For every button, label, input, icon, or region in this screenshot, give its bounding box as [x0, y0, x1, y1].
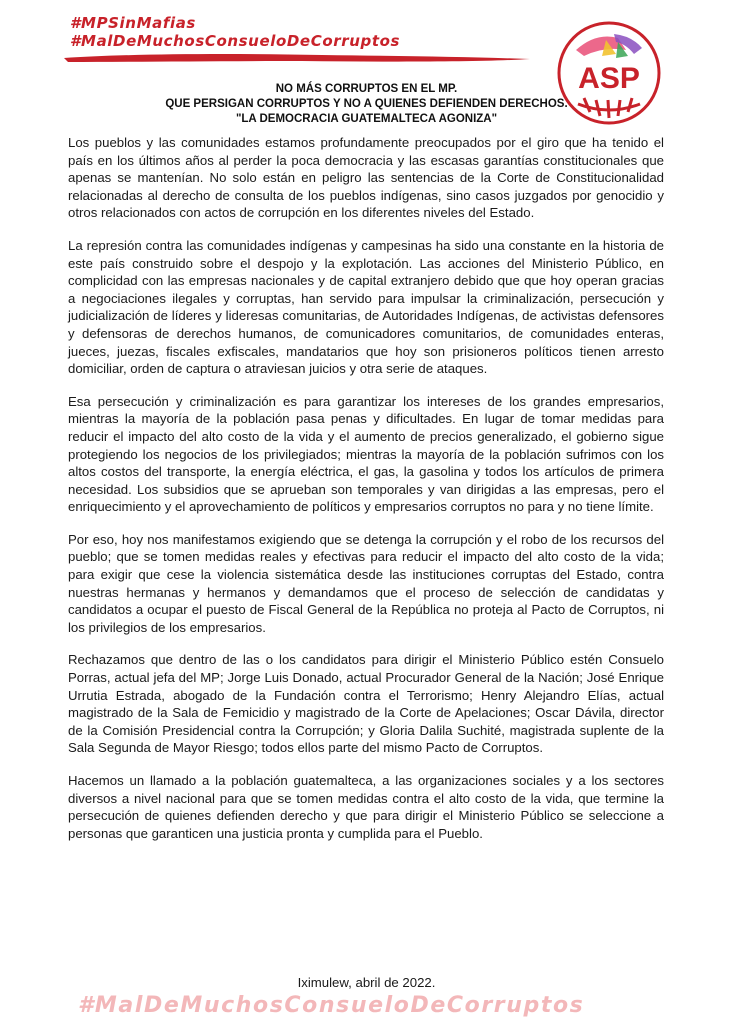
footer-hashtag: #MalDeMuchosConsueloDeCorruptos: [78, 993, 585, 1018]
heading-line-3: "LA DEMOCRACIA GUATEMALTECA AGONIZA": [235, 113, 498, 125]
hashtag-mal-de-muchos: #MalDeMuchosConsueloDeCorruptos: [70, 32, 401, 50]
document-body: [68, 134, 664, 857]
document-heading: [70, 82, 663, 127]
paragraph-1: Los pueblos y las comunidades estamos profundamente preocupados por el giro que ha tenido el país en los últimos años al perder la poca democracia y las escasas garantías constitucionales que apenas se mantenían. No solo están en peligro las sentencias de la Corte de Constitucionalidad relacionadas al derecho de consulta de los pueblos indígenas, sino casos juzgados por genocidio y otros relacionados con actos de corrupción en los diferentes niveles del Estado.: [68, 135, 664, 221]
heading-line-2: QUE PERSIGAN CORRUPTOS Y NO A QUIENES DEFIENDEN DERECHOS.: [165, 98, 568, 110]
paragraph-3: Esa persecución y criminalización es para garantizar los intereses de los grandes empresarios, mientras la mayoría de la población pasa penas y dificultades. En lugar de tomar medidas para reducir el impacto del alto costo de la vida y el aumento de precios generalizado, el gobierno sigue protegiendo los negocios de los privilegiados; mientras la mayoría de la población sufrimos con los altos costos del transporte, la energía eléctrica, el gas, la gasolina y todos los artículos de primera necesidad. Los subsidios que se aprueban son temporales y van dirigidas a las empresas, pero el enriquecimiento y el aprovechamiento de políticos y empresarios corruptos no para y no tiene límite.: [68, 393, 664, 515]
logo-text: ASP: [578, 62, 640, 95]
paragraph-5: Rechazamos que dentro de las o los candidatos para dirigir el Ministerio Público estén Consuelo Porras, actual jefa del MP; Jorge Luis Donado, actual Procurador General de la Nación; José Enrique Urrutia Estrada, abogado de la Fundación contra el Terrorismo; Henry Alejandro Elías, actual magistrado de la Sala de Femicidio y magistrado de la Corte de Apelaciones; Oscar Dávila, director de la Comisión Presidencial contra la Corrupción; y Gloria Dalila Suchité, magistrada suplente de la Sala Segunda de Mayor Riesgo; todos ellos parte del mismo Pacto de Corruptos.: [68, 652, 664, 756]
header-hashtags: [70, 14, 400, 50]
paragraph-6: Hacemos un llamado a la población guatemalteca, a las organizaciones sociales y a los sectores diversos a nivel nacional para que se tomen medidas contra el alto costo de la vida, que termine la persecución de quienes defienden derecho y que para dirigir el Ministerio Público se seleccione a personas que garanticen una justicia pronta y cumplida para el Pueblo.: [68, 773, 664, 841]
paragraph-2: La represión contra las comunidades indígenas y campesinas ha sido una constante en la historia de este país construido sobre el despojo y la explotación. Las acciones del Ministerio Público, en complicidad con las empresas nacionales y de capital extranjero debido que que hoy operan gracias a negociaciones ilegales y corruptas, han servido para impulsar la criminalización, persecución y judicialización de líderes y lideresas comunitarias, de Autoridades Indígenas, de activistas defensores y defensoras de derechos humanos, de comunicadores comunitarios, de comunidades enteras, jueces, juezas, fiscales exfiscales, mandatarios que hoy son prisioneros políticos tienen arresto domiciliar, orden de captura o atraviesan juicios y otra serie de ataques.: [68, 237, 664, 377]
hashtag-mp-sin-mafias: #MPSinMafias: [70, 14, 196, 32]
red-brush-stroke: [62, 52, 532, 64]
heading-line-1: NO MÁS CORRUPTOS EN EL MP.: [275, 83, 458, 95]
dateline: Iximulew, abril de 2022.: [297, 975, 436, 990]
paragraph-4: Por eso, hoy nos manifestamos exigiendo que se detenga la corrupción y el robo de los recursos del pueblo; que se tomen medidas reales y efectivas para reducir el impacto del alto costo de la vida; para exigir que cese la violencia sistemática desde las instituciones corruptas del Estado, contra nuestras hermanas y hermanos y demandamos que el proceso de selección de candidatas y candidatos a ocupar el puesto de Fiscal General de la República no proteja al Pacto de Corruptos, ni los privilegios de los empresarios.: [68, 531, 664, 635]
